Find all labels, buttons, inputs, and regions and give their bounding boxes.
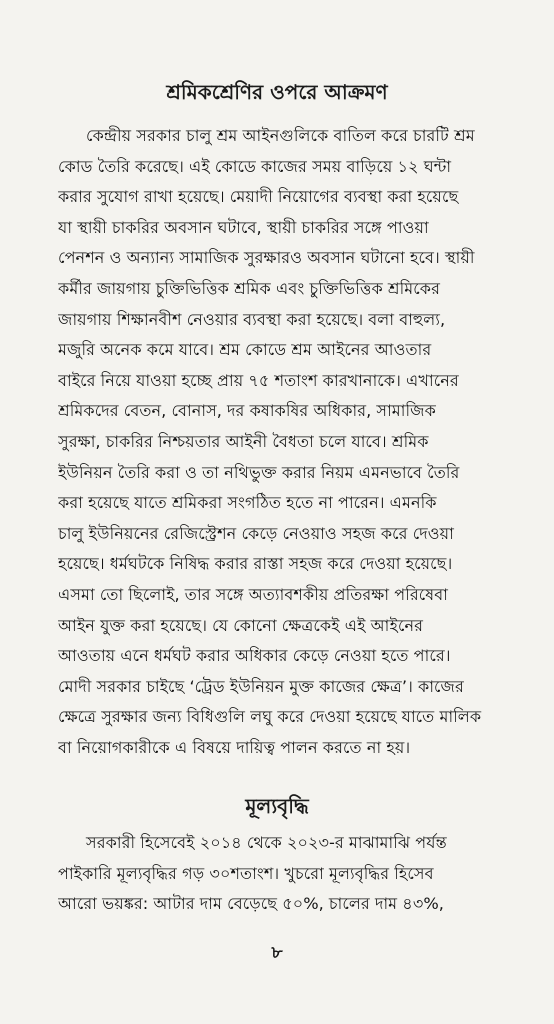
text-line: পেনশন ও অন্যান্য সামাজিক সুরক্ষারও অবসান ঘটানো হবে। স্থায়ী	[58, 248, 475, 268]
text-line: কোড তৈরি করেছে। এই কোডে কাজের সময় বাড়িয়ে ১২ ঘন্টা	[58, 156, 452, 176]
text-line: চালু ইউনিয়নের রেজিস্ট্রেশন কেড়ে নেওয়াও সহজ করে দেওয়া	[58, 523, 454, 543]
text-line: হয়েছে। ধর্মঘটকে নিষিদ্ধ করার রাস্তা সহজ করে দেওয়া হয়েছে।	[58, 554, 453, 574]
section-heading-workers: শ্রমিকশ্রেণির ওপরে আক্রমণ	[166, 80, 388, 104]
text-line: কর্মীর জায়গায় চুক্তিভিত্তিক শ্রমিক এবং চুক্তিভিত্তিক শ্রমিকের	[58, 278, 441, 298]
text-line: বা নিয়োগকারীকে এ বিষয়ে দায়িত্ব পালন করতে না হয়।	[58, 737, 411, 757]
page-number: ৮	[271, 943, 283, 963]
text-line: ক্ষেত্রে সুরক্ষার জন্য বিধিগুলি লঘু করে দেওয়া হয়েছে যাতে মালিক	[58, 707, 482, 727]
section-heading-price-rise: মূল্যবৃদ্ধি	[245, 794, 309, 818]
text-line: মোদী সরকার চাইছে ‘ট্রেড ইউনিয়ন মুক্ত কাজের ক্ষেত্র’। কাজের	[58, 676, 464, 696]
text-line: সুরক্ষা, চাকরির নিশ্চয়তার আইনী বৈধতা চলে যাবে। শ্রমিক	[58, 431, 429, 451]
text-line: করা হয়েছে যাতে শ্রমিকরা সংগঠিত হতে না পারেন। এমনকি	[58, 493, 437, 513]
text-line: আইন যুক্ত করা হয়েছে। যে কোনো ক্ষেত্রকেই এই আইনের	[58, 615, 424, 635]
paragraph-price-rise	[58, 828, 514, 920]
paragraph-workers	[58, 121, 514, 763]
text-line: পাইকারি মূল্যবৃদ্ধির গড় ৩০শতাংশ। খুচরো মূল্যবৃদ্ধির হিসেব	[58, 863, 434, 883]
text-line: ইউনিয়ন তৈরি করা ও তা নথিভুক্ত করার নিয়ম এমনভাবে তৈরি	[58, 462, 460, 482]
text-line: আরো ভয়ঙ্কর: আটার দাম বেড়েছে ৫০%, চালের দাম ৪৩%,	[58, 894, 444, 914]
text-line: আওতায় এনে ধর্মঘট করার অধিকার কেড়ে নেওয়া হতে পারে।	[58, 646, 451, 666]
text-line: সরকারী হিসেবেই ২০১৪ থেকে ২০২৩-র মাঝামাঝি পর্যন্ত	[86, 833, 447, 852]
text-line: শ্রমিকদের বেতন, বোনাস, দর কষাকষির অধিকার, সামাজিক	[58, 401, 436, 421]
text-line: এসমা তো ছিলোই, তার সঙ্গে অত্যাবশকীয় প্রতিরক্ষা পরিষেবা	[58, 584, 448, 604]
text-line: যা স্থায়ী চাকরির অবসান ঘটাবে, স্থায়ী চাকরির সঙ্গে পাওয়া	[58, 217, 429, 237]
text-line: করার সুযোগ রাখা হয়েছে। মেয়াদী নিয়োগের ব্যবস্থা করা হয়েছে	[58, 187, 459, 207]
text-line: বাইরে নিয়ে যাওয়া হচ্ছে প্রায় ৭৫ শতাংশ কারখানাকে। এখানের	[58, 370, 459, 390]
text-line: মজুরি অনেক কমে যাবে। শ্রম কোডে শ্রম আইনের আওতার	[58, 340, 432, 360]
text-line: কেন্দ্রীয় সরকার চালু শ্রম আইনগুলিকে বাতিল করে চারটি শ্রম	[86, 126, 475, 145]
text-line: জায়গায় শিক্ষানবীশ নেওয়ার ব্যবস্থা করা হয়েছে। বলা বাহুল্য,	[58, 309, 446, 329]
